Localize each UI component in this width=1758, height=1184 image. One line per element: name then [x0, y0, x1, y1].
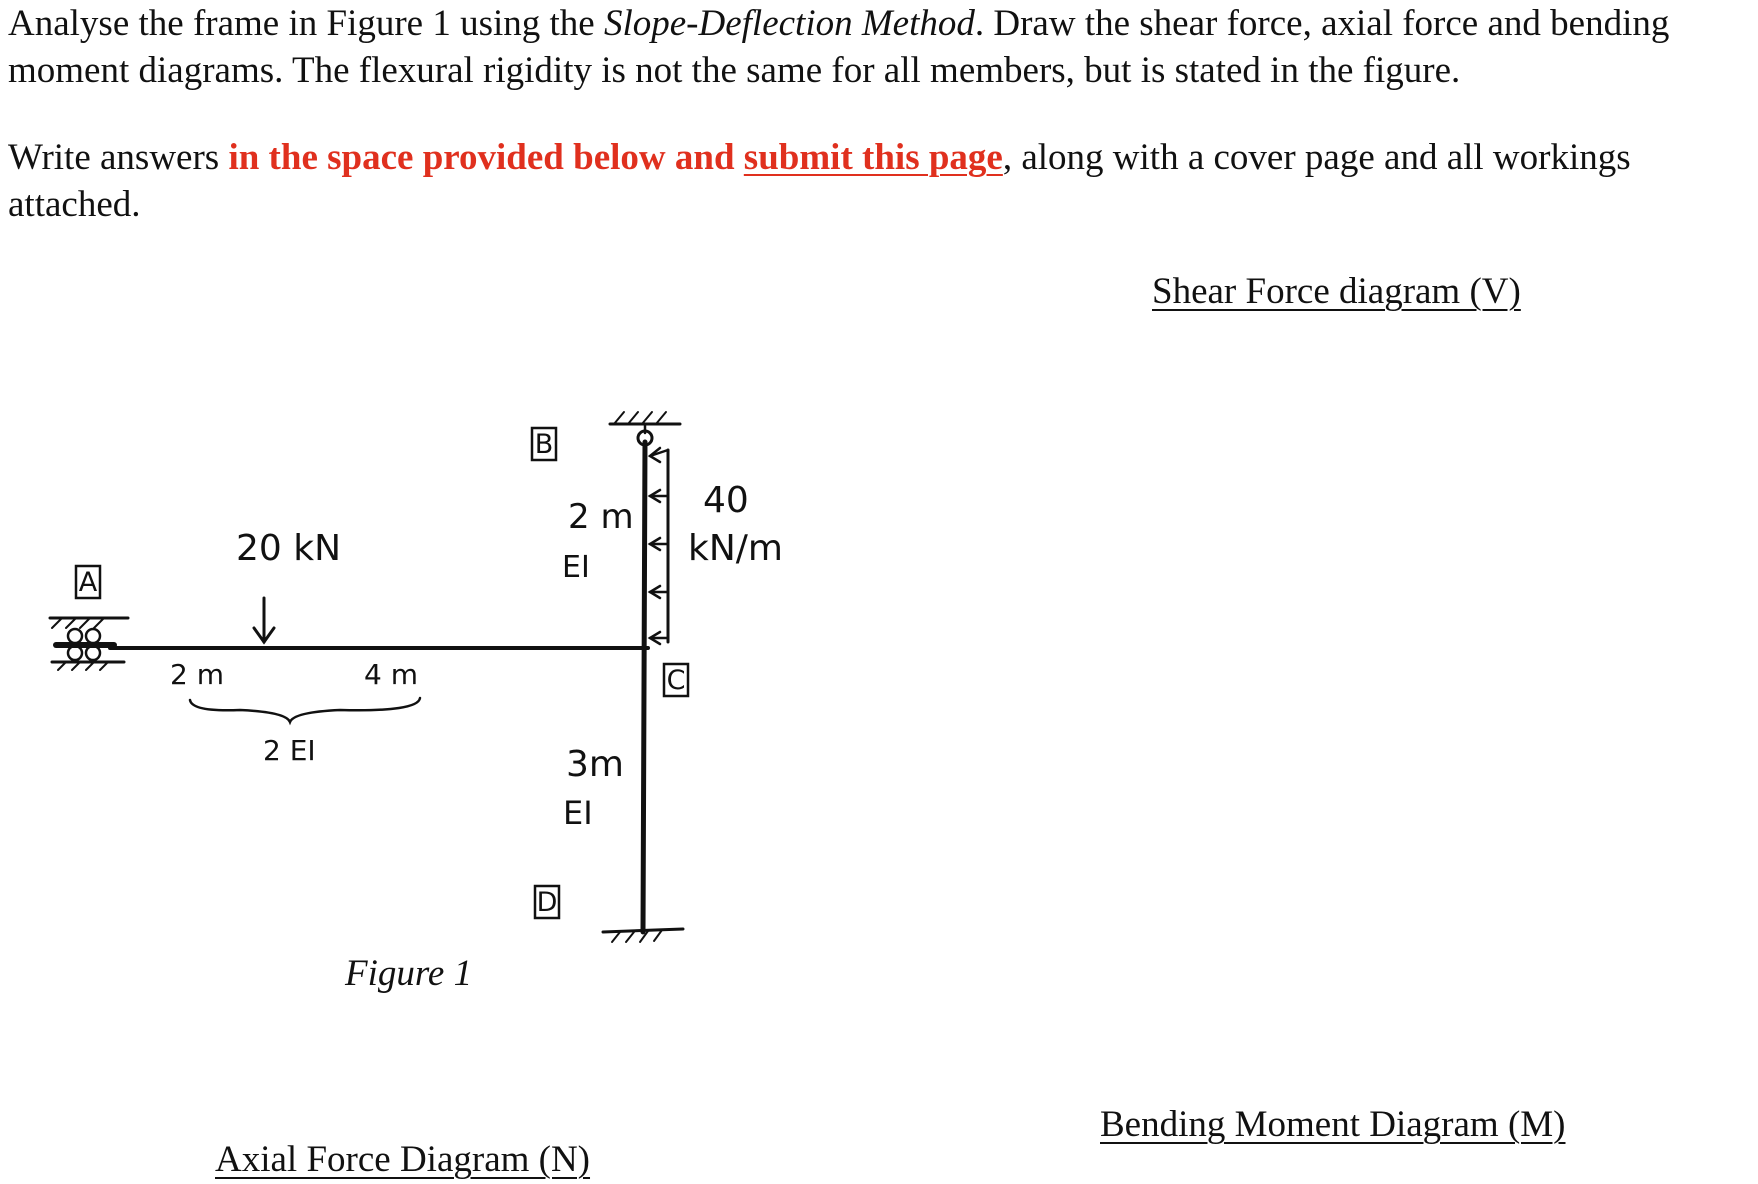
instructions-highlight: in the space provided below and — [228, 137, 744, 178]
span-b-label: 4 m — [364, 658, 418, 691]
lower-length-label: 3m — [566, 744, 624, 785]
shear-force-heading: Shear Force diagram (V) — [1152, 271, 1521, 312]
node-c-label: C — [666, 665, 686, 696]
axial-force-heading: Axial Force Diagram (N) — [215, 1139, 591, 1180]
instructions-text-1: Write answers — [8, 137, 229, 178]
udl-unit: kN/m — [688, 528, 783, 569]
problem-statement — [8, 0, 1748, 94]
node-d-label: D — [536, 887, 558, 918]
column-bd — [643, 442, 645, 932]
intro-text-1: Analyse the frame in Figure 1 using the — [8, 3, 604, 44]
beam-rigidity-label: 2 EI — [263, 734, 316, 767]
lower-rigidity-label: EI — [563, 794, 593, 832]
point-load-arrow — [254, 598, 274, 642]
bending-moment-heading: Bending Moment Diagram (M) — [1100, 1104, 1566, 1145]
instructions-text-2: , along with a cover page and all workings attached. — [8, 137, 1631, 225]
dimension-brace — [190, 698, 420, 722]
upper-length-label: 2 m — [568, 497, 634, 537]
roller-support-a — [50, 618, 128, 670]
frame-figure — [0, 380, 820, 960]
upper-rigidity-label: EI — [562, 550, 590, 585]
node-b-label: B — [534, 429, 554, 460]
intro-text-2: . Draw the shear force, axial force and bending moment diagrams. The flexural rigidity is not the same for all members, but is stated in the figure. — [8, 3, 1670, 91]
instructions-highlight-underlined: submit this page — [743, 137, 1003, 178]
method-name: Slope-Deflection Method — [603, 3, 975, 44]
figure-caption: Figure 1 — [345, 953, 473, 994]
node-a-label: A — [78, 567, 98, 598]
submission-instructions — [8, 134, 1748, 228]
span-a-label: 2 m — [170, 658, 224, 691]
distributed-load — [650, 448, 668, 644]
point-load-label: 20 kN — [236, 528, 342, 569]
fixed-support-d — [603, 929, 683, 942]
udl-value: 40 — [703, 480, 749, 521]
